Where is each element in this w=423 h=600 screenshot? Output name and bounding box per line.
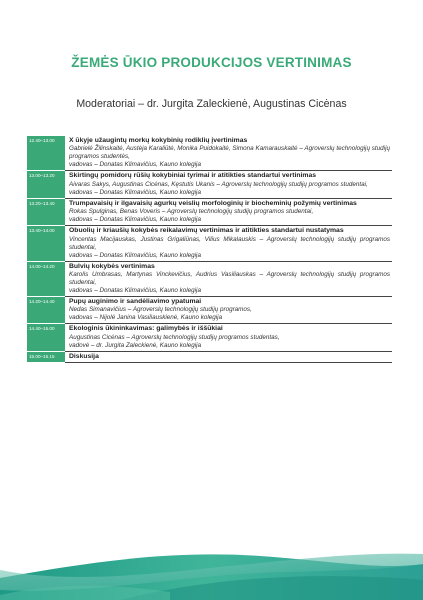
session-authors: Nedas Simanavičius – Agroverslų technologijų studijų programos, vadovas – Nijolė Janina Vasiliauskienė, Kauno kolegija: [69, 306, 252, 322]
session-authors: Augustinas Cicėnas – Agroverslų technologijų studijų programos studentas, vadovė – dr. Jurgita Zaleckienė, Kauno kolegija: [69, 333, 280, 349]
moderators-line: Moderatoriai – dr. Jurgita Zaleckienė, Augustinas Cicėnas: [76, 98, 347, 110]
session-content: [65, 261, 392, 296]
session-authors: Gabrielė Žilinskaitė, Austėja Karaliūtė, Monika Puidokaitė, Simona Kamarauskaitė – Agroverslų technologijų studijų programos studentės, vadovas – Donatas Klimavičius, Kauno kolegija: [69, 145, 390, 169]
schedule-table: [27, 136, 392, 363]
time-slot: 13.40–14.00: [27, 226, 65, 261]
session-content: [65, 351, 392, 362]
time-slot: 14.20–14.40: [27, 297, 65, 324]
time-slot: 12.40–13.00: [27, 136, 65, 171]
time-slot: 15.00–15.15: [27, 351, 65, 362]
session-content: [65, 171, 392, 198]
schedule-row: [27, 297, 392, 324]
session-content: [65, 324, 392, 351]
schedule-row: [27, 171, 392, 198]
time-slot: 14.40–15.00: [27, 324, 65, 351]
session-content: [65, 136, 392, 171]
session-authors: Aivaras Sakys, Augustinas Cicėnas, Kęstutis Ukanis – Agroverslų technologijų studijų programos studentai, vadovas – Donatas Klimavičius, Kauno kolegija: [69, 180, 368, 196]
footer-wave-decoration: [0, 540, 423, 600]
session-title: Pupų auginimo ir sandėliavimo ypatumai: [69, 298, 202, 306]
session-title: Ekologinis ūkininkavimas: galimybės ir iššūkiai: [69, 325, 223, 333]
schedule-row: [27, 136, 392, 171]
session-title: Trumpavaisių ir ilgavaisių agurkų veislių morfologinių ir biocheminių požymių vertinimas: [69, 199, 357, 207]
schedule-row: [27, 324, 392, 351]
session-content: [65, 297, 392, 324]
schedule-row: [27, 261, 392, 296]
schedule-row: [27, 351, 392, 362]
session-authors: Karolis Umbrasas, Martynas Vinckevičius, Audrius Vasiliauskas – Agroverslų technologijų studijų programos studentai, vadovas – Donatas Klimavičius, Kauno kolegija: [69, 271, 390, 295]
session-title: Skirtingų pomidorų rūšių kokybiniai tyrimai ir atitikties standartui vertinimas: [69, 172, 317, 180]
session-content: [65, 226, 392, 261]
time-slot: 14.00–14.20: [27, 261, 65, 296]
session-content: [65, 198, 392, 225]
schedule-row: [27, 226, 392, 261]
schedule-row: [27, 198, 392, 225]
page-title: ŽEMĖS ŪKIO PRODUKCIJOS VERTINIMAS: [71, 55, 352, 70]
session-title: Obuolių ir kriaušių kokybės reikalavimų vertinimas ir atitikties standartui nustatymas: [69, 227, 344, 235]
time-slot: 13.20–13.40: [27, 198, 65, 225]
session-authors: Vincentas Macijauskas, Justinas Grigaliūnas, Vilius Mikalauskis – Agroverslų technologijų studijų programos studentai, vadovas – Donatas Klimavičius, Kauno kolegija: [69, 235, 390, 259]
time-slot: 13.00–13.20: [27, 171, 65, 198]
session-title: X ūkyje užaugintų morkų kokybinių rodiklių įvertinimas: [69, 137, 248, 144]
session-authors: Rokas Spulginas, Benas Voveris – Agroverslų technologijų studijų programos studentai, vadovas – Donatas Klimavičius, Kauno kolegija: [69, 208, 314, 224]
session-title: Bulvių kokybės vertinimas: [69, 262, 155, 270]
session-title: Diskusija: [69, 352, 99, 360]
